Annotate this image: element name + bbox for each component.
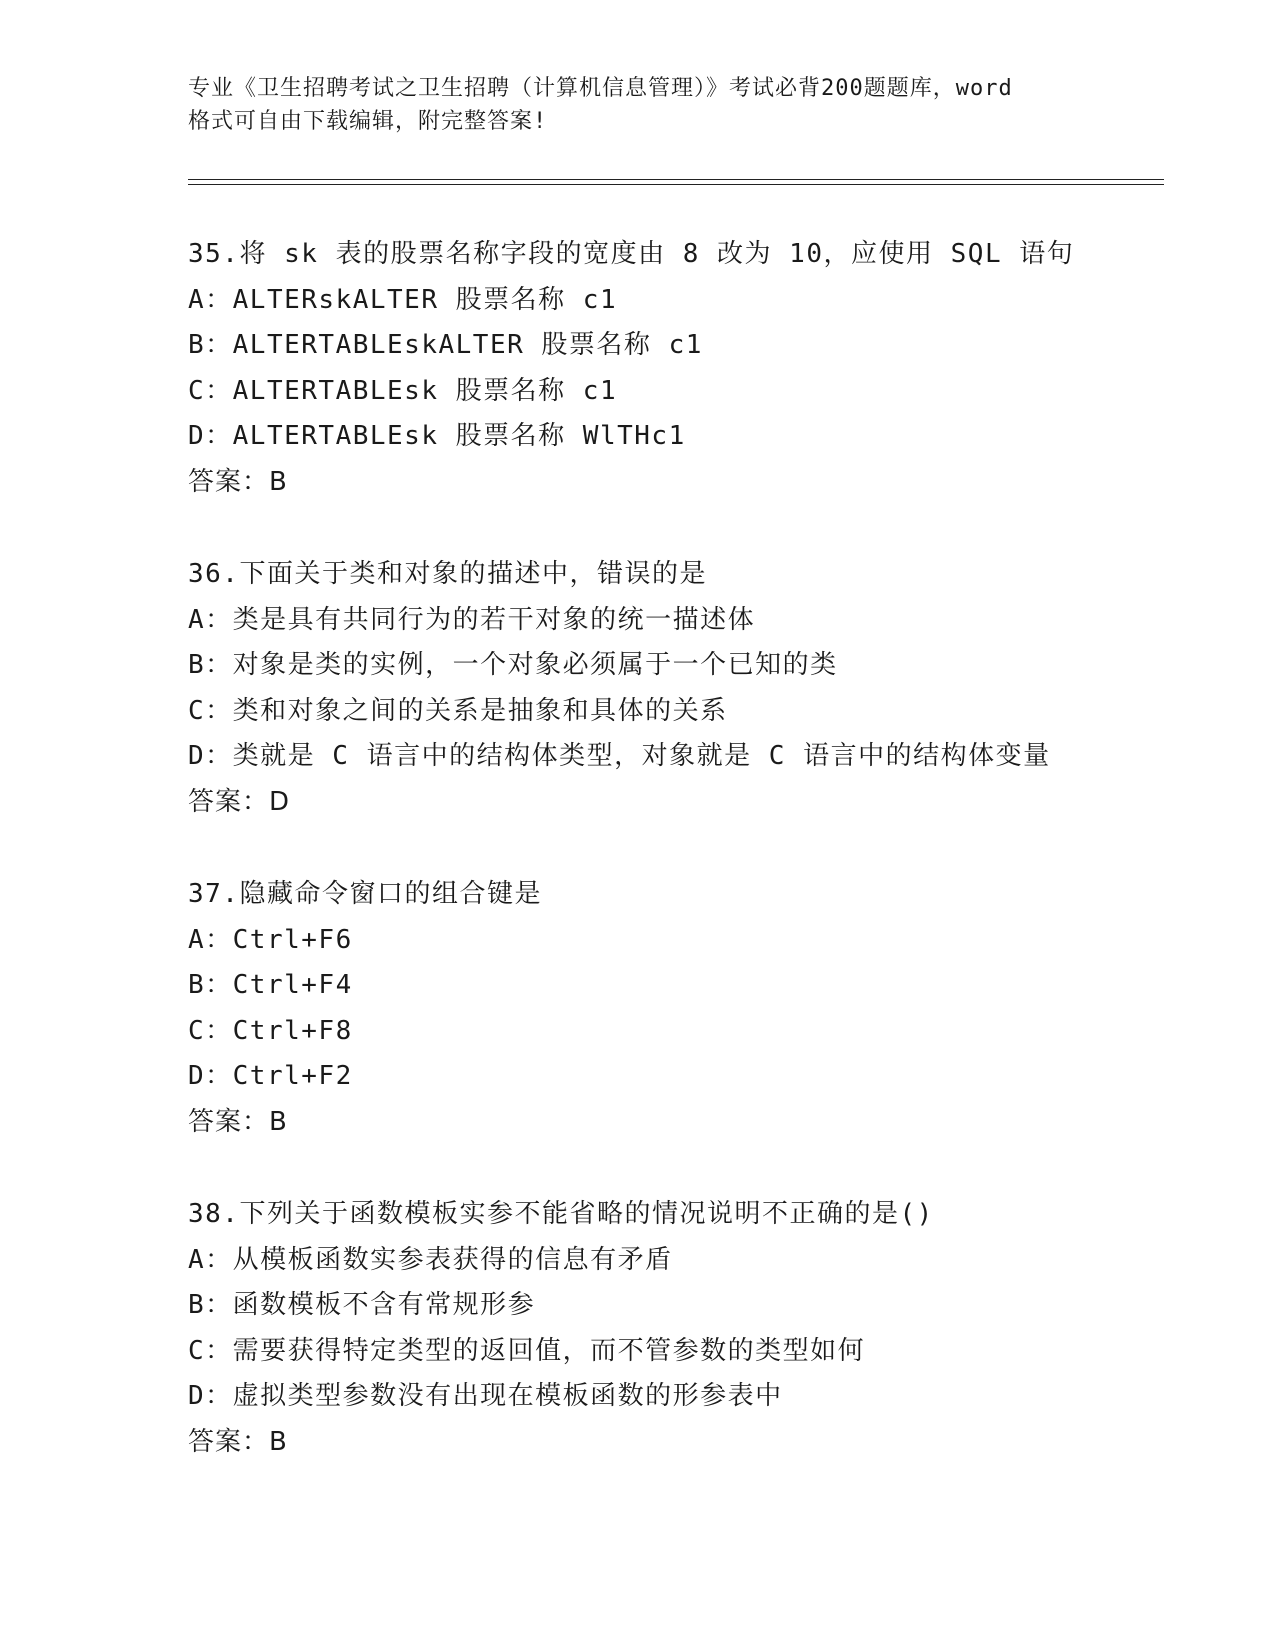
answer-text: 答案：D — [188, 786, 291, 817]
question-35 — [188, 232, 1168, 552]
header-divider-top — [188, 179, 1164, 180]
option-c: C：类和对象之间的关系是抽象和具体的关系 — [188, 695, 728, 726]
option-d: D：ALTERTABLEsk 股票名称 WlTHc1 — [188, 421, 686, 451]
header-line-1: 专业《卫生招聘考试之卫生招聘（计算机信息管理）》考试必背200题题库，word — [188, 76, 1013, 101]
option-d: D：Ctrl+F2 — [188, 1061, 353, 1091]
option-a: A：ALTERskALTER 股票名称 c1 — [188, 284, 618, 315]
question-37 — [188, 872, 1168, 1192]
option-d: D：类就是 C 语言中的结构体类型，对象就是 C 语言中的结构体变量 — [188, 741, 1051, 771]
option-a: A：Ctrl+F6 — [188, 924, 353, 955]
option-b: B：ALTERTABLEskALTER 股票名称 c1 — [188, 330, 703, 360]
answer-text: 答案：B — [188, 466, 288, 497]
question-list — [188, 232, 1168, 1512]
document-header — [188, 72, 1088, 138]
header-line-2: 格式可自由下载编辑，附完整答案! — [188, 109, 548, 134]
question-38 — [188, 1192, 1168, 1512]
option-d: D：虚拟类型参数没有出现在模板函数的形参表中 — [188, 1381, 783, 1411]
option-b: B：函数模板不含有常规形参 — [188, 1290, 536, 1320]
header-divider-bottom — [188, 184, 1164, 185]
option-c: C：ALTERTABLEsk 股票名称 c1 — [188, 375, 618, 406]
question-stem: 35.将 sk 表的股票名称字段的宽度由 8 改为 10，应使用 SQL 语句 — [188, 239, 1075, 269]
option-c: C：Ctrl+F8 — [188, 1015, 353, 1046]
option-a: A：从模板函数实参表获得的信息有矛盾 — [188, 1244, 673, 1275]
question-36 — [188, 552, 1168, 872]
question-stem: 36.下面关于类和对象的描述中，错误的是 — [188, 559, 707, 589]
option-b: B：Ctrl+F4 — [188, 970, 353, 1000]
answer-text: 答案：B — [188, 1106, 288, 1137]
option-b: B：对象是类的实例，一个对象必须属于一个已知的类 — [188, 650, 838, 680]
option-c: C：需要获得特定类型的返回值，而不管参数的类型如何 — [188, 1335, 866, 1366]
option-a: A：类是具有共同行为的若干对象的统一描述体 — [188, 604, 756, 635]
answer-text: 答案：B — [188, 1426, 288, 1457]
question-stem: 38.下列关于函数模板实参不能省略的情况说明不正确的是() — [188, 1199, 934, 1229]
question-stem: 37.隐藏命令窗口的组合键是 — [188, 879, 542, 909]
